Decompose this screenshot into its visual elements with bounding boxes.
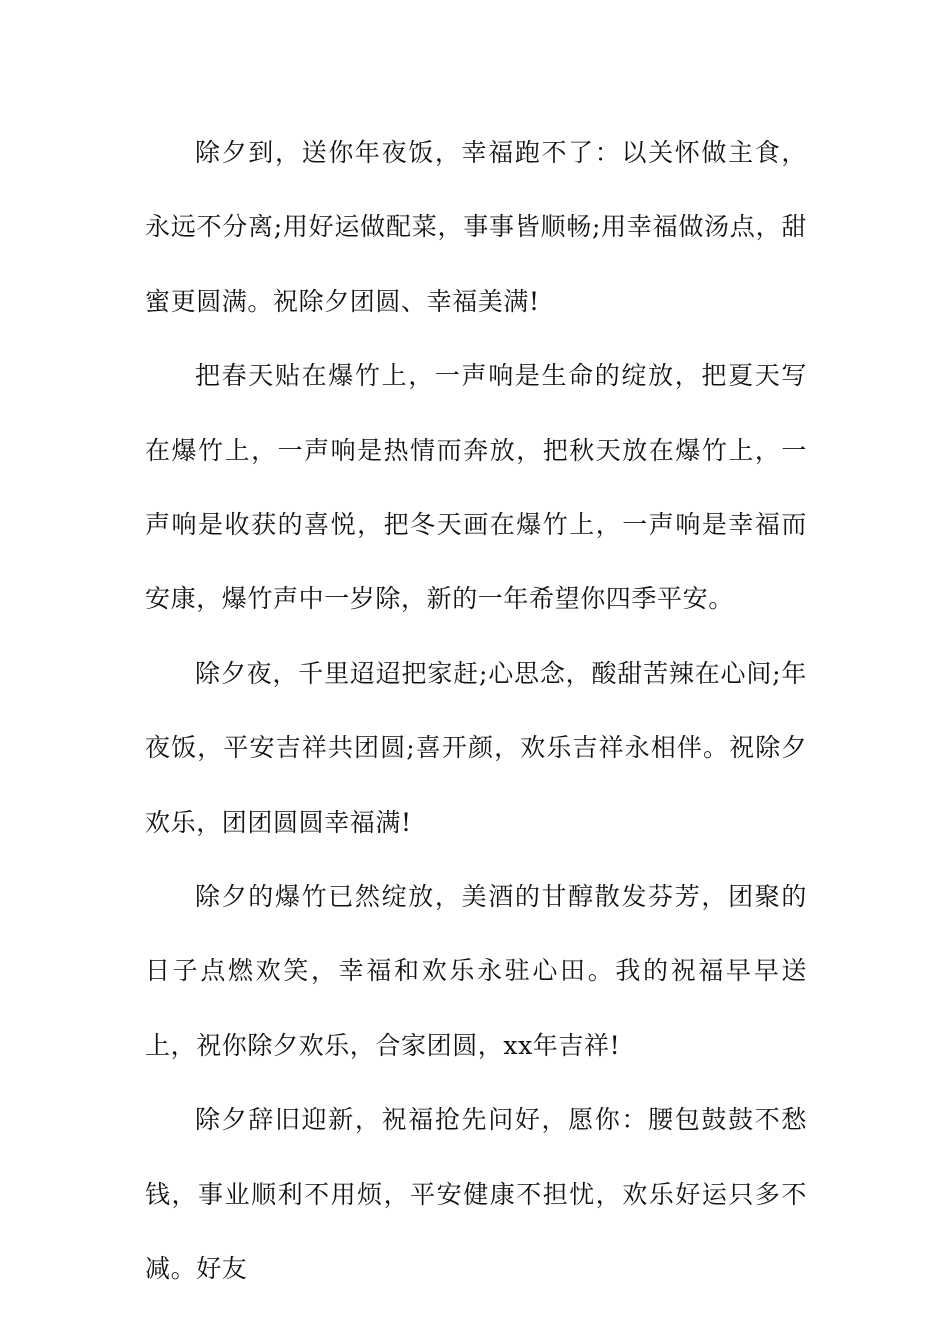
document-body [145, 116, 807, 1307]
paragraph-1: 除夕到，送你年夜饭，幸福跑不了：以关怀做主食，永远不分离;用好运做配菜，事事皆顺畅;用幸福做汤点，甜蜜更圆满。祝除夕团圆、幸福美满! [145, 138, 807, 316]
paragraph-2: 把春天贴在爆竹上，一声响是生命的绽放，把夏天写在爆竹上，一声响是热情而奔放，把秋天放在爆竹上，一声响是收获的喜悦，把冬天画在爆竹上，一声响是幸福而安康，爆竹声中一岁除，新的一年希望你四季平安。 [145, 361, 807, 614]
paragraph-3: 除夕夜，千里迢迢把家赶;心思念，酸甜苦辣在心间;年夜饭，平安吉祥共团圆;喜开颜，欢乐吉祥永相伴。祝除夕欢乐，团团圆圆幸福满! [145, 658, 807, 837]
paragraph-5: 除夕辞旧迎新，祝福抢先问好，愿你：腰包鼓鼓不愁钱，事业顺利不用烦，平安健康不担忧，欢乐好运只多不减。好友 [145, 1105, 807, 1284]
paragraph-4: 除夕的爆竹已然绽放，美酒的甘醇散发芬芳，团聚的日子点燃欢笑，幸福和欢乐永驻心田。我的祝福早早送上，祝你除夕欢乐，合家团圆，xx年吉祥! [145, 882, 807, 1060]
